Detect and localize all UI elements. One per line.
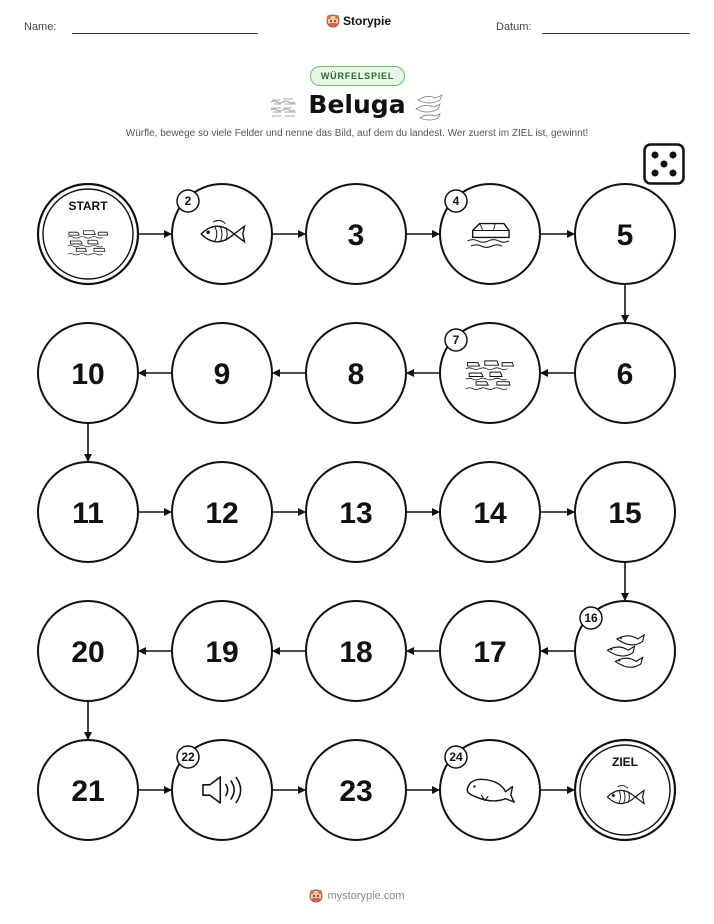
- start-label: START: [68, 199, 108, 213]
- start-field: [38, 184, 138, 284]
- footer: [0, 889, 714, 903]
- board-field: [172, 184, 272, 284]
- board-field: [172, 462, 272, 562]
- date-label: Datum:: [496, 21, 532, 33]
- page-title: Beluga: [308, 90, 406, 119]
- field-number: 10: [71, 358, 105, 391]
- board-field: [38, 462, 138, 562]
- board-field: [38, 323, 138, 423]
- board-field: [172, 740, 272, 840]
- board-field: [38, 740, 138, 840]
- storypie-mascot-icon: [309, 889, 323, 903]
- board-field: [172, 323, 272, 423]
- field-number: 23: [339, 775, 373, 808]
- board-field: [575, 601, 675, 701]
- footer-url[interactable]: mystorypie.com: [327, 890, 405, 902]
- field-number: 16: [584, 611, 598, 625]
- field-number: 11: [72, 497, 104, 530]
- field-number: 7: [452, 333, 460, 347]
- board-field: [172, 601, 272, 701]
- field-number: 8: [347, 358, 365, 391]
- finish-label: ZIEL: [612, 755, 638, 769]
- board-field: [306, 184, 406, 284]
- field-number: 19: [205, 636, 239, 669]
- board-field: [306, 462, 406, 562]
- field-number: 3: [347, 219, 365, 252]
- field-number: 5: [616, 219, 634, 252]
- board-field: [440, 462, 540, 562]
- field-number: 24: [449, 750, 463, 764]
- field-number: 15: [608, 497, 642, 530]
- field-number: 14: [473, 497, 507, 530]
- field-number: 21: [71, 775, 105, 808]
- board-field: [306, 740, 406, 840]
- field-number: 4: [452, 194, 460, 208]
- game-type-badge: WÜRFELSPIEL: [310, 66, 405, 86]
- field-number: 6: [616, 358, 634, 391]
- board-field: [306, 601, 406, 701]
- board-field: [575, 184, 675, 284]
- board-field: [38, 601, 138, 701]
- finish-field: [575, 740, 675, 840]
- field-number: 17: [473, 636, 507, 669]
- board-field: [440, 601, 540, 701]
- board-field: [440, 323, 540, 423]
- field-number: 22: [181, 750, 195, 764]
- name-label: Name:: [24, 21, 57, 33]
- board-field: [575, 462, 675, 562]
- field-number: 9: [213, 358, 231, 391]
- field-number: 2: [184, 194, 192, 208]
- board-field: [440, 184, 540, 284]
- field-number: 13: [339, 497, 373, 530]
- board-field: [440, 740, 540, 840]
- field-number: 18: [339, 636, 373, 669]
- instructions: Würfle, bewege so viele Felder und nenne das Bild, auf dem du landest. Wer zuerst im ZIEL ist, gewinnt!: [125, 128, 589, 139]
- field-number: 12: [205, 497, 239, 530]
- field-number: 20: [71, 636, 105, 669]
- board-field: [306, 323, 406, 423]
- board-field: [575, 323, 675, 423]
- brand-name: Storypie: [343, 14, 392, 28]
